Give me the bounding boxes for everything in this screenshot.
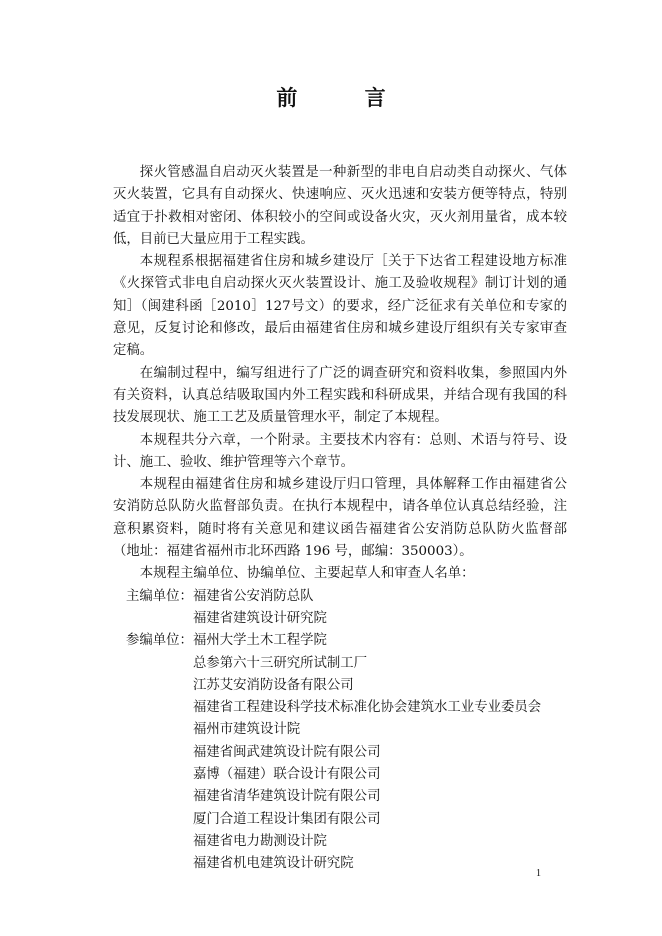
unit-name: 厦门合道工程设计集团有限公司: [193, 811, 381, 827]
unit-name: 福建省工程建设科学技术标准化协会建筑水工业专业委员会: [193, 700, 542, 716]
unit-name: 福建省电力勘测设计院: [193, 833, 327, 849]
unit-name: 福建省闽武建筑设计院有限公司: [193, 744, 381, 760]
chief-editor-units: [113, 586, 567, 631]
unit-name: 福州市建筑设计院: [193, 722, 301, 738]
unit-name: 总参第六十三研究所试制工厂: [193, 655, 368, 671]
unit-name: 福建省机电建筑设计研究院: [193, 856, 354, 872]
list-label: 主编单位：: [126, 588, 193, 604]
list-values: [193, 586, 567, 631]
paragraph: 探火管感温自启动灭火装置是一种新型的非电自启动类自动探火、气体灭火装置，它具有自动探火、快速响应、灭火迅速和安装方便等特点，特别适宜于扑救相对密闭、体积较小的空间或设备火灾，灭火剂用量省，成本较低，目前已大量应用于工程实践。: [113, 165, 567, 247]
unit-name: 福建省清华建筑设计院有限公司: [193, 789, 381, 805]
unit-name: 福建省建筑设计研究院: [193, 610, 327, 626]
page-title: 前 言: [276, 86, 416, 110]
paragraph: 本规程由福建省住房和城乡建设厅归口管理，具体解释工作由福建省公安消防总队防火监督部负责。在执行本规程中，请各单位认真总结经验，注意积累资料，随时将有关意见和建议函告福建省公安消防总队防火监督部（地址：福建省福州市北环西路 196 号，邮编：350003）。: [113, 477, 567, 560]
page-number: 1: [536, 868, 541, 879]
unit-name: 福建省公安消防总队: [193, 588, 314, 604]
unit-name: 福州大学土木工程学院: [193, 633, 327, 649]
participating-units: [113, 630, 567, 875]
paragraph: 本规程主编单位、协编单位、主要起草人和审查人名单：: [139, 566, 475, 582]
unit-name: 嘉博（福建）联合设计有限公司: [193, 767, 381, 783]
unit-name: 江苏艾安消防设备有限公司: [193, 677, 354, 693]
paragraph: 本规程共分六章，一个附录。主要技术内容有：总则、术语与符号、设计、施工、验收、维护管理等六个章节。: [113, 432, 567, 470]
paragraph: 本规程系根据福建省住房和城乡建设厅［关于下达省工程建设地方标准《火探管式非电自启动探火灭火装置设计、施工及验收规程》制订计划的通知］（闽建科函［2010］127号文）的要求，经广泛征求有关单位和专家的意见，反复讨论和修改，最后由福建省住房和城乡建设厅组织有关专家审查定稿。: [113, 254, 567, 359]
body-text: [113, 162, 567, 876]
list-label: 参编单位：: [126, 633, 193, 649]
list-values: [193, 630, 567, 875]
paragraph: 在编制过程中，编写组进行了广泛的调查研究和资料收集，参照国内外有关资料，认真总结吸取国内外工程实践和科研成果，并结合现有我国的科技发展现状、施工工艺及质量管理水平，制定了本规程。: [113, 365, 567, 426]
